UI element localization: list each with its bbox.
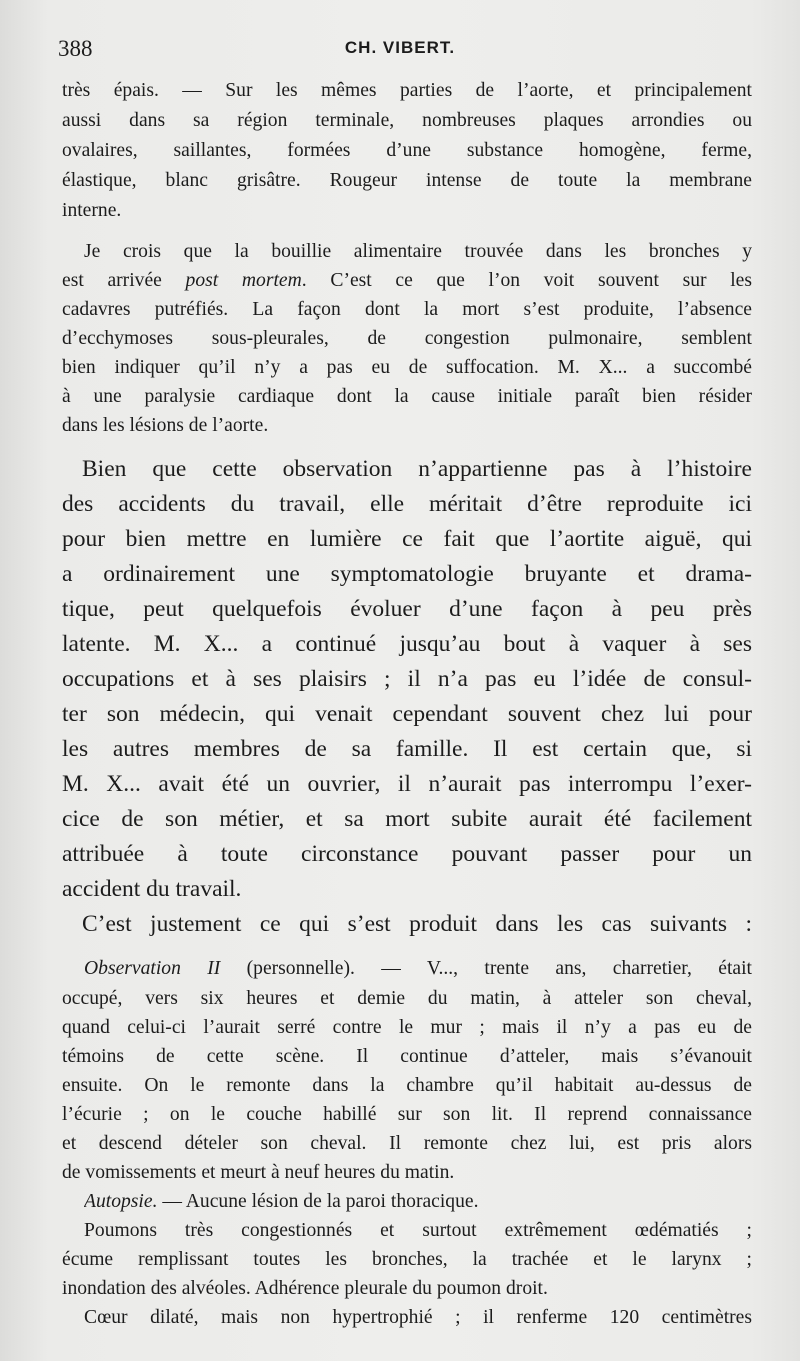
text-line: écume remplissant toutes les bronches, la trachée et le larynx ; bbox=[62, 1249, 752, 1270]
text-line: latente. M. X... a continué jusqu’au bout à vaquer à ses bbox=[62, 631, 752, 657]
text-line: occupé, vers six heures et demie du matin, à atteler son cheval, bbox=[62, 988, 752, 1009]
autopsy-label: Autopsie. bbox=[84, 1191, 158, 1212]
autopsy-line bbox=[84, 1191, 752, 1213]
text-line: ovalaires, saillantes, formées d’une substance homogène, ferme, bbox=[62, 140, 752, 161]
text-span: — Aucune lésion de la paroi thoracique. bbox=[157, 1191, 479, 1212]
text-line: témoins de cette scène. Il continue d’atteler, mais s’évanouit bbox=[62, 1046, 752, 1067]
running-head: CH. VIBERT. bbox=[344, 38, 456, 57]
text-span: (personnelle). — V..., trente ans, charretier, était bbox=[220, 958, 752, 979]
page-number: 388 bbox=[58, 36, 93, 61]
text-line: pour bien mettre en lumière ce fait que l’aortite aiguë, qui bbox=[62, 526, 752, 552]
text-line: tique, peut quelquefois évoluer d’une façon à peu près bbox=[62, 596, 752, 622]
italic-term: post mortem bbox=[185, 270, 302, 291]
text-line: d’ecchymoses sous-pleurales, de congestion pulmonaire, semblent bbox=[62, 328, 752, 349]
text-span: est arrivée bbox=[62, 270, 186, 291]
page-header bbox=[0, 36, 800, 64]
text-line-mixed bbox=[84, 958, 752, 980]
text-line: très épais. — Sur les mêmes parties de l’aorte, et principalement bbox=[62, 80, 752, 101]
text-line: ter son médecin, qui venait cependant souvent chez lui pour bbox=[62, 701, 752, 727]
text-line: Poumons très congestionnés et surtout extrêmement œdématiés ; bbox=[84, 1220, 752, 1241]
text-line: a ordinairement une symptomatologie bruyante et drama- bbox=[62, 561, 752, 587]
text-line: accident du travail. bbox=[62, 876, 242, 902]
text-line: bien indiquer qu’il n’y a pas eu de suffocation. M. X... a succombé bbox=[62, 357, 752, 378]
paragraph-transition: C’est justement ce qui s’est produit dans les cas suivants : bbox=[82, 911, 752, 937]
text-line: à une paralysie cardiaque dont la cause initiale paraît bien résider bbox=[62, 386, 752, 407]
text-line: ensuite. On le remonte dans la chambre qu’il habitait au-dessus de bbox=[62, 1075, 752, 1096]
observation-label: Observation II bbox=[84, 958, 221, 979]
text-line: occupations et à ses plaisirs ; il n’a pas eu l’idée de consul- bbox=[62, 666, 752, 692]
text-line: cice de son métier, et sa mort subite aurait été facilement bbox=[62, 806, 752, 832]
text-line: attribuée à toute circonstance pouvant passer pour un bbox=[62, 841, 752, 867]
text-line: l’écurie ; on le couche habillé sur son lit. Il reprend connaissance bbox=[62, 1104, 752, 1125]
text-line: M. X... avait été un ouvrier, il n’aurait pas interrompu l’exer- bbox=[62, 771, 752, 797]
text-line: les autres membres de sa famille. Il est certain que, si bbox=[62, 736, 752, 762]
text-line: élastique, blanc grisâtre. Rougeur intense de toute la membrane bbox=[62, 170, 752, 191]
text-span: . C’est ce que l’on voit souvent sur les bbox=[301, 270, 752, 291]
text-line-mixed bbox=[62, 270, 752, 292]
text-line: quand celui-ci l’aurait serré contre le mur ; mais il n’y a pas eu de bbox=[62, 1017, 752, 1038]
text-line: de vomissements et meurt à neuf heures du matin. bbox=[62, 1162, 455, 1183]
text-line: dans les lésions de l’aorte. bbox=[62, 415, 269, 436]
text-line: aussi dans sa région terminale, nombreuses plaques arrondies ou bbox=[62, 110, 752, 131]
text-line: interne. bbox=[62, 200, 122, 221]
paragraph-heart: Cœur dilaté, mais non hypertrophié ; il renferme 120 centimètres bbox=[84, 1307, 752, 1328]
text-line: Bien que cette observation n’appartienne pas à l’histoire bbox=[82, 456, 752, 482]
text-line: des accidents du travail, elle méritait d’être reproduite ici bbox=[62, 491, 752, 517]
text-line: et descend dételer son cheval. Il remonte chez lui, est pris alors bbox=[62, 1133, 752, 1154]
text-line: cadavres putréfiés. La façon dont la mort s’est produite, l’absence bbox=[62, 299, 752, 320]
text-line: Je crois que la bouillie alimentaire trouvée dans les bronches y bbox=[84, 241, 752, 262]
text-line: inondation des alvéoles. Adhérence pleurale du poumon droit. bbox=[62, 1278, 548, 1299]
